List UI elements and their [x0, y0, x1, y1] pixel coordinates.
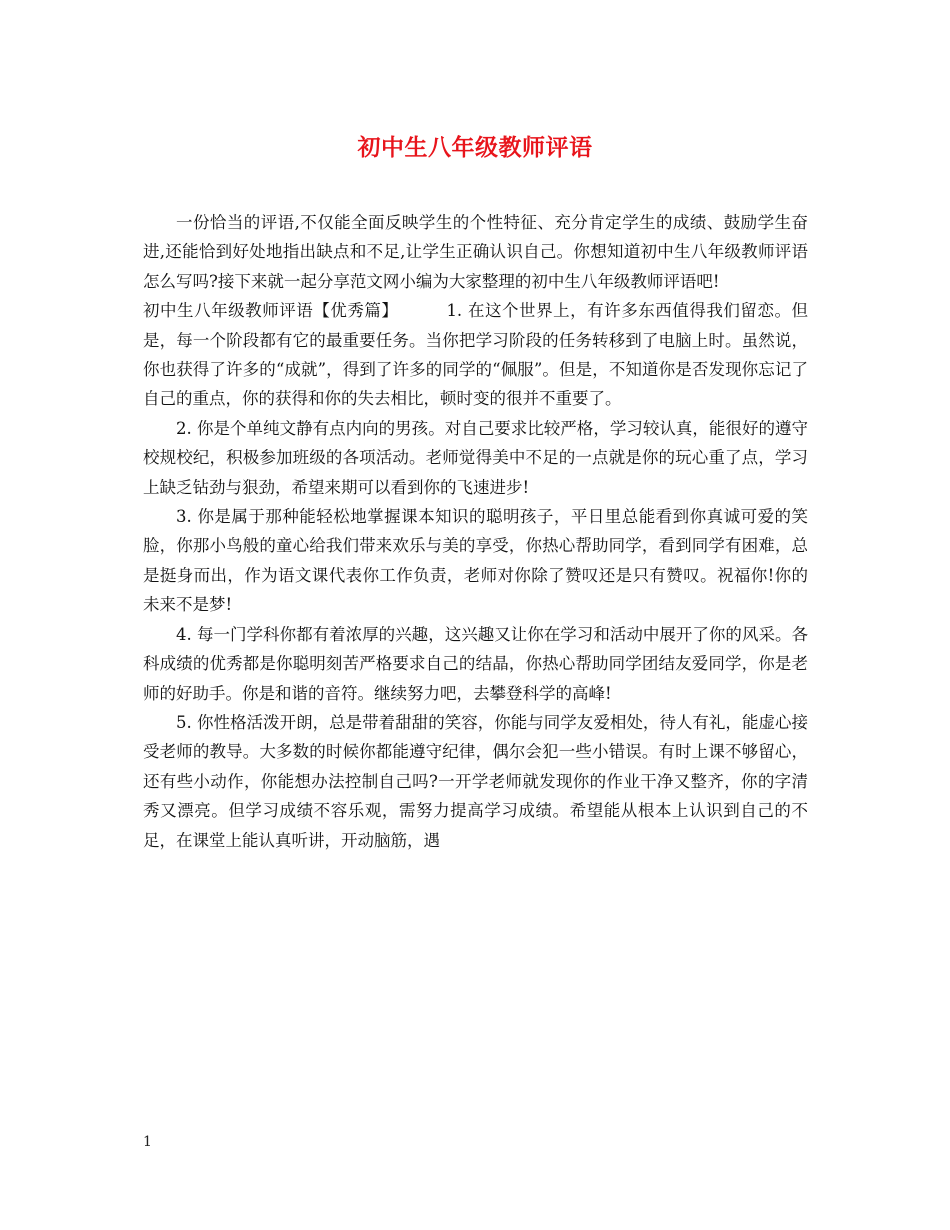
page-number: 1: [143, 1134, 152, 1150]
comment-item-1: 1. 在这个世界上，有许多东西值得我们留恋。但是，每一个阶段都有它的最重要任务。当你把学习阶段的任务转移到了电脑上时。虽然说，你也获得了许多的“成就”，得到了许多的同学的“佩服”。但是，不知道你是否发现你忘记了自己的重点，你的获得和你的失去相比，顿时变的很并不重要了。: [143, 301, 808, 409]
comment-item-5: 5. 你性格活泼开朗，总是带着甜甜的笑容，你能与同学友爱相处，待人有礼，能虚心接受老师的教导。大多数的时候你都能遵守纪律，偶尔会犯一些小错误。有时上课不够留心，还有些小动作，你能想办法控制自己吗?一开学老师就发现你的作业干净又整齐，你的字清秀又漂亮。但学习成绩不容乐观，需努力提高学习成绩。希望能从根本上认识到自己的不足，在课堂上能认真听讲，开动脑筋，遇: [143, 712, 808, 850]
section-paragraph: [143, 296, 808, 414]
comment-item-4: 4. 每一门学科你都有着浓厚的兴趣，这兴趣又让你在学习和活动中展开了你的风采。各科成绩的优秀都是你聪明刻苦严格要求自己的结晶，你热心帮助同学团结友爱同学，你是老师的好助手。你是和谐的音符。继续努力吧，去攀登科学的高峰!: [143, 624, 808, 703]
document-body: [143, 208, 808, 855]
document-title: 初中生八年级教师评语: [357, 134, 593, 161]
comment-item-2: 2. 你是个单纯文静有点内向的男孩。对自己要求比较严格，学习较认真，能很好的遵守校规校纪，积极参加班级的各项活动。老师觉得美中不足的一点就是你的玩心重了点，学习上缺乏钻劲与狠劲，希望来期可以看到你的飞速进步!: [143, 418, 808, 497]
intro-paragraph: 一份恰当的评语,不仅能全面反映学生的个性特征、充分肯定学生的成绩、鼓励学生奋进,还能恰到好处地指出缺点和不足,让学生正确认识自己。你想知道初中生八年级教师评语怎么写吗?接下来就一起分享范文网小编为大家整理的初中生八年级教师评语吧!: [143, 213, 808, 291]
comment-item-3: 3. 你是属于那种能轻松地掌握课本知识的聪明孩子，平日里总能看到你真诚可爱的笑脸，你那小鸟般的童心给我们带来欢乐与美的享受，你热心帮助同学，看到同学有困难，总是挺身而出，作为语文课代表你工作负责，老师对你除了赞叹还是只有赞叹。祝福你!你的未来不是梦!: [143, 507, 808, 615]
section-heading: 初中生八年级教师评语【优秀篇】: [143, 301, 399, 321]
